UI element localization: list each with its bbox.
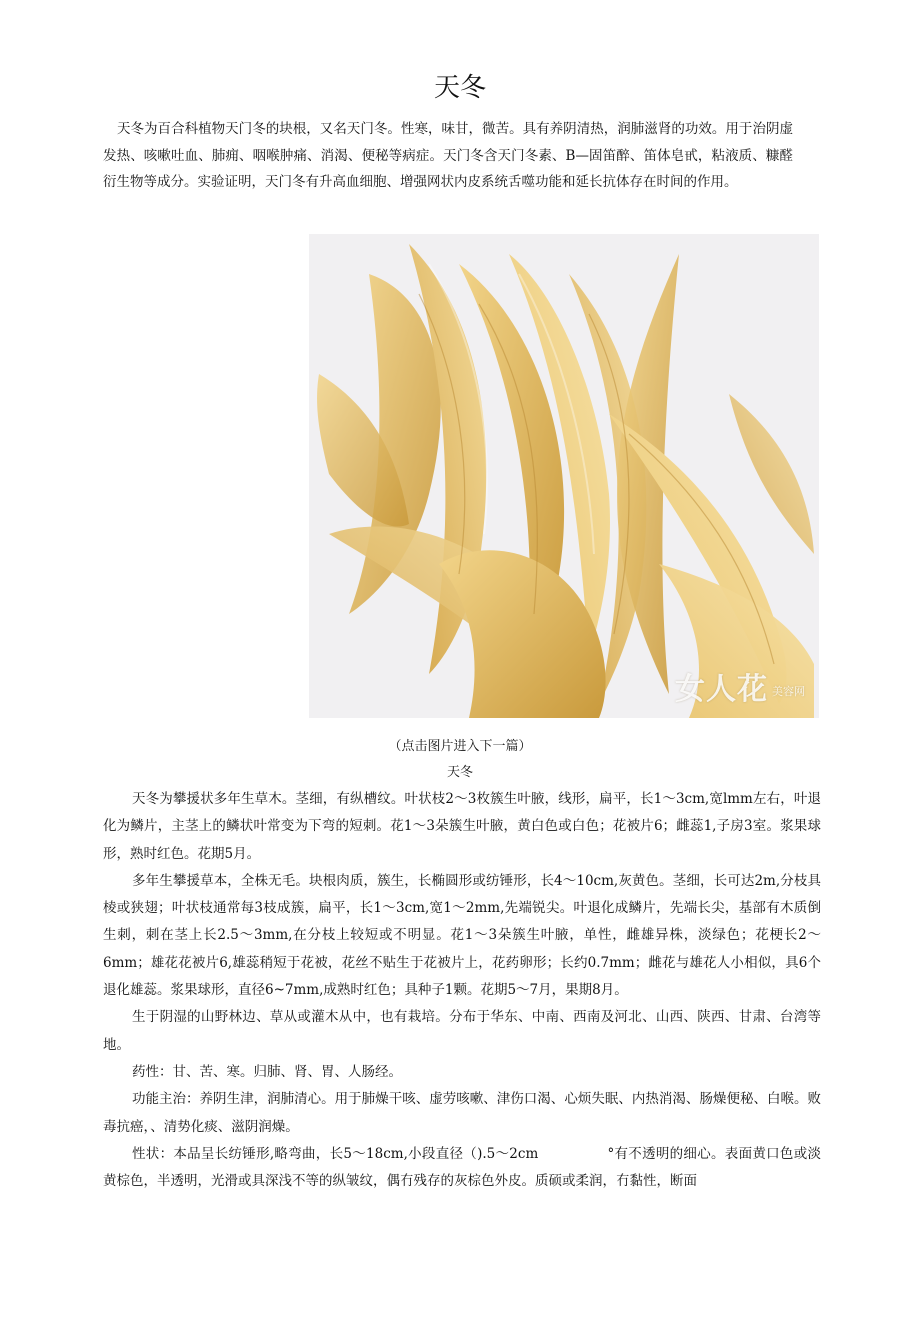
body-paragraph: 生于阴湿的山野林边、草从或灌木从中，也有栽培。分布于华东、中南、西南及河北、山西、陕西、甘肃、台湾等地。 [103, 1009, 821, 1053]
page-title: 天冬 [433, 73, 486, 103]
intro-paragraph: 天冬为百合科植物天门冬的块根，又名天门冬。性寒，味甘，微苦。具有养阴清热，润肺滋肾的功效。用于治阴虚发热、咳嗽吐血、肺痈、咽喉肿痛、消渴、便秘等病症。天门冬含天门冬素、B—固笛醉、笛体皂甙，粘液质、糠醛衍生物等成分。实验证明，天门冬有升高血细胞、增强网状内皮系统舌噬功能和延长抗体存在时间的作用。 [103, 121, 793, 190]
body-paragraph: 功能主治：养阴生津，润肺清心。用于肺燥干咳、虚劳咳嗽、津伤口渴、心烦失眠、内热消渴、肠燥便秘、白喉。败毒抗癌，、清势化痰、滋阴润燥。 [103, 1091, 821, 1135]
tiandong-illustration [309, 234, 819, 718]
body-paragraph: 多年生攀援草本，全株无毛。块根肉质，簇生，长椭圆形或纺锤形，长4～10cm,灰黄色。茎细，长可达2m,分枝具棱或狭翅；叶状枝通常每3枝成簇，扁平，长1～3cm,宽1～2mm,先端锐尖。叶退化成鳞片，先端长尖，基部有木质倒生刺，刺在茎上长2.5～3mm,在分枝上较短或不明显。花1～3朵簇生叶腋，单性，雌雄异株，淡绿色；花梗长2～6mm；雄花花被片6,雄蕊稍短于花被，花丝不贴生于花被片上，花药卵形；长约0.7mm；雌花与雄花人小相似，具6个退化雄蕊。浆果球形，直径6~7mm,成熟时红色；具种子1颗。花期5～7月，果期8月。 [103, 872, 821, 999]
body-paragraph: 天冬为攀援状多年生草木。茎细，有纵槽纹。叶状枝2～3枚簇生叶腋，线形，扁平，长1～3cm,宽lmm左右，叶退化为鳞片，主茎上的鳞状叶常变为下弯的短刺。花1～3朵簇生叶腋，黄白色或白色；花被片6；雌蕊1,子房3室。浆果球形，熟时红色。花期5月。 [103, 791, 821, 862]
intro-section [103, 116, 793, 196]
watermark-logo: 女人花 美容网 [675, 672, 805, 707]
section-subtitle: 天冬 [446, 765, 473, 780]
body-paragraph: 性状：本品呈长纺锤形,略弯曲，长5～18cm,小段直径（).5～2cm °有不透明的细心。表面黄口色或淡黄棕色，半透明，光滑或具深浅不等的纵皱纹，偶冇残存的灰棕色外皮。质硕或柔润，冇黏性，断面 [103, 1145, 821, 1190]
next-article-link[interactable]: （点击图片进入下一篇） [388, 739, 532, 754]
tiandong-photo[interactable] [309, 234, 819, 718]
article-body [103, 786, 821, 1195]
body-paragraph: 药性：甘、苦、寒。归肺、肾、胃、人肠经。 [132, 1063, 402, 1080]
